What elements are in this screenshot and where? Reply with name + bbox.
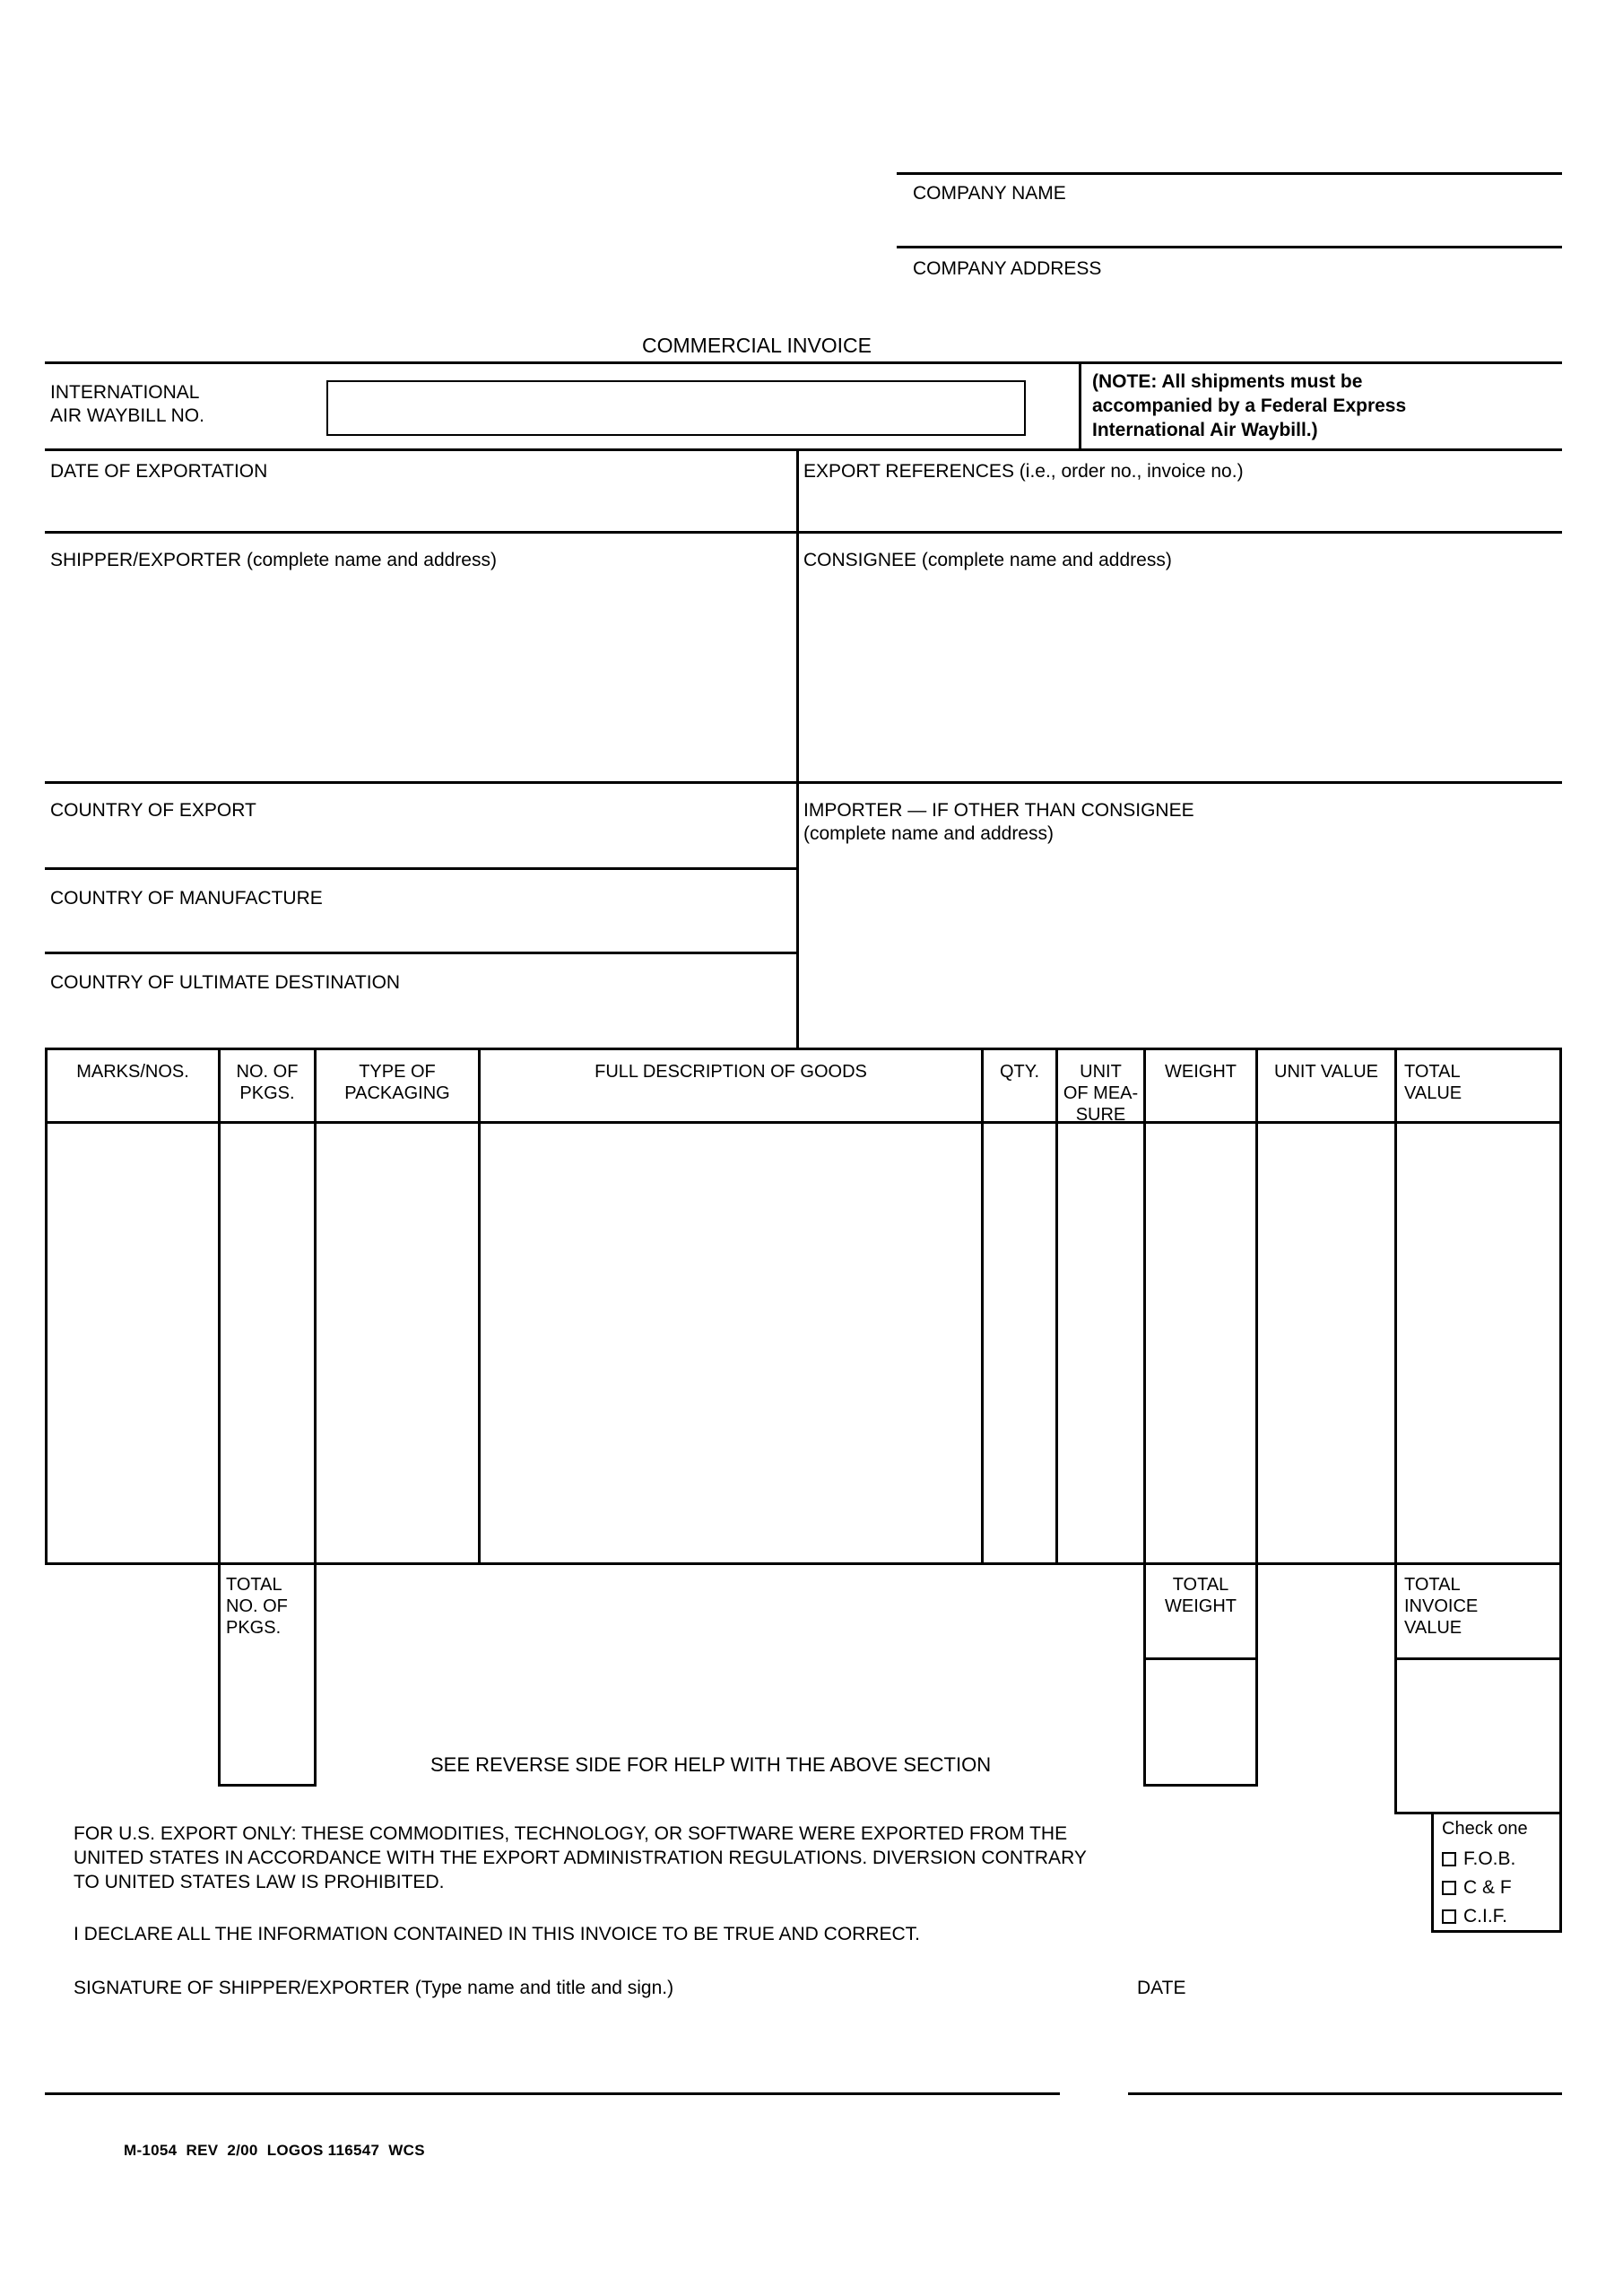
col-header-qty: QTY. xyxy=(999,1062,1040,1082)
importer-label-line2: (complete name and address) xyxy=(803,823,1054,844)
note-line3: International Air Waybill.) xyxy=(1092,420,1318,440)
goods-table-top-border xyxy=(45,1048,1562,1050)
importer-label-line1: IMPORTER — IF OTHER THAN CONSIGNEE xyxy=(803,800,1194,821)
total-invoice-right-rule xyxy=(1559,1562,1562,1814)
export-statement-line3: TO UNITED STATES LAW IS PROHIBITED. xyxy=(74,1872,445,1892)
check-option-cif-label: C.I.F. xyxy=(1463,1906,1508,1926)
country-of-manufacture-field[interactable] xyxy=(359,881,789,947)
shipper-exporter-label: SHIPPER/EXPORTER (complete name and address) xyxy=(50,550,497,570)
shipper-exporter-field[interactable] xyxy=(50,578,785,776)
col-header-marks-nos: MARKS/NOS. xyxy=(76,1062,189,1082)
total-no-of-pkgs-line3: PKGS. xyxy=(226,1618,282,1638)
col-header-weight: WEIGHT xyxy=(1165,1062,1237,1082)
col-header-type-of-packaging-line2: PACKAGING xyxy=(344,1083,450,1103)
see-reverse-note: SEE REVERSE SIDE FOR HELP WITH THE ABOVE SECTION xyxy=(430,1753,992,1776)
col-header-no-of-pkgs-line2: PKGS. xyxy=(239,1083,295,1103)
goods-row-total-value-field[interactable] xyxy=(1397,1124,1559,1561)
country-of-export-bottom xyxy=(45,867,796,870)
signature-date-field[interactable] xyxy=(1137,2005,1496,2059)
note-line1: (NOTE: All shipments must be xyxy=(1092,371,1363,392)
air-waybill-number-input[interactable] xyxy=(326,380,1026,436)
date-of-exportation-label: DATE OF EXPORTATION xyxy=(50,461,268,482)
col-header-total-value-line1: TOTAL xyxy=(1404,1062,1461,1082)
total-weight-bottom-rule xyxy=(1143,1784,1258,1787)
goods-row-pkgs-field[interactable] xyxy=(221,1124,314,1561)
goods-row-qty-field[interactable] xyxy=(984,1124,1055,1561)
country-of-export-field[interactable] xyxy=(323,794,789,864)
consignee-label: CONSIGNEE (complete name and address) xyxy=(803,550,1172,570)
export-statement-line2: UNITED STATES IN ACCORDANCE WITH THE EXPORT ADMINISTRATION REGULATIONS. DIVERSION CONTRARY xyxy=(74,1848,1087,1868)
goods-row-marks-field[interactable] xyxy=(48,1124,218,1561)
checkbox-fob-icon[interactable] xyxy=(1442,1852,1456,1866)
goods-row-packaging-field[interactable] xyxy=(317,1124,478,1561)
goods-row-unit-of-measure-field[interactable] xyxy=(1058,1124,1143,1561)
total-no-of-pkgs-line2: NO. OF xyxy=(226,1596,288,1616)
col-header-total-value-line2: VALUE xyxy=(1404,1083,1462,1103)
country-of-manufacture-label: COUNTRY OF MANUFACTURE xyxy=(50,888,323,909)
signature-field[interactable] xyxy=(74,2005,1060,2059)
company-name-label: COMPANY NAME xyxy=(913,183,1066,204)
awb-label-line1: INTERNATIONAL xyxy=(50,382,200,403)
total-pkgs-right-rule xyxy=(314,1562,317,1787)
country-importer-divider xyxy=(796,784,799,1049)
signature-rule-right xyxy=(1128,2092,1562,2095)
awb-row-bottom xyxy=(45,448,1562,451)
date-signature-label: DATE xyxy=(1137,1978,1186,1998)
signature-rule-left xyxy=(45,2092,1060,2095)
col-header-unit-of-measure-line2: OF MEA- xyxy=(1063,1083,1139,1103)
total-invoice-value-field[interactable] xyxy=(1397,1660,1559,1811)
checkbox-cif-icon[interactable] xyxy=(1442,1909,1456,1924)
note-line2: accompanied by a Federal Express xyxy=(1092,396,1407,416)
col-header-no-of-pkgs-line1: NO. OF xyxy=(236,1062,299,1082)
export-statement-line1: FOR U.S. EXPORT ONLY: THESE COMMODITIES, TECHNOLOGY, OR SOFTWARE WERE EXPORTED FROM THE xyxy=(74,1823,1068,1844)
importer-field[interactable] xyxy=(803,852,1557,1042)
awb-label-line2: AIR WAYBILL NO. xyxy=(50,405,204,426)
col-header-full-description: FULL DESCRIPTION OF GOODS xyxy=(595,1062,867,1082)
check-option-fob[interactable] xyxy=(1442,1846,1515,1873)
col-header-unit-of-measure-line3: SURE xyxy=(1075,1105,1126,1125)
total-no-of-pkgs-field[interactable] xyxy=(221,1641,314,1783)
country-of-ultimate-destination-field[interactable] xyxy=(430,965,789,1044)
total-weight-right-rule xyxy=(1255,1562,1258,1787)
country-of-ultimate-destination-label: COUNTRY OF ULTIMATE DESTINATION xyxy=(50,972,401,993)
total-no-of-pkgs-line1: TOTAL xyxy=(226,1575,282,1595)
col-rule-right xyxy=(1559,1048,1562,1564)
col-header-type-of-packaging-line1: TYPE OF xyxy=(359,1062,436,1082)
export-references-label: EXPORT REFERENCES (i.e., order no., invoice no.) xyxy=(803,461,1244,482)
awb-note-divider xyxy=(1079,361,1081,451)
total-pkgs-bottom-rule xyxy=(218,1784,317,1787)
col-header-unit-of-measure-line1: UNIT xyxy=(1080,1062,1122,1082)
check-option-fob-label: F.O.B. xyxy=(1463,1848,1516,1869)
goods-row-weight-field[interactable] xyxy=(1146,1124,1255,1561)
check-option-caf[interactable] xyxy=(1442,1874,1512,1901)
goods-table-body-bottom xyxy=(45,1562,1562,1565)
checkbox-caf-icon[interactable] xyxy=(1442,1881,1456,1895)
signature-label: SIGNATURE OF SHIPPER/EXPORTER (Type name and title and sign.) xyxy=(74,1978,674,1998)
shipper-row-bottom xyxy=(45,781,1562,784)
footer-code: M-1054 REV 2/00 LOGOS 116547 WCS xyxy=(124,2142,425,2159)
goods-row-description-field[interactable] xyxy=(481,1124,981,1561)
check-option-caf-label: C & F xyxy=(1463,1877,1512,1898)
total-invoice-value-line3: VALUE xyxy=(1404,1618,1462,1638)
total-weight-line1: TOTAL xyxy=(1172,1575,1229,1595)
date-export-ref-divider xyxy=(796,451,799,534)
page-title: COMMERCIAL INVOICE xyxy=(642,334,872,357)
country-of-export-label: COUNTRY OF EXPORT xyxy=(50,800,256,821)
total-invoice-value-line1: TOTAL xyxy=(1404,1575,1461,1595)
total-weight-line2: WEIGHT xyxy=(1165,1596,1237,1616)
form-top-border xyxy=(45,361,1562,364)
total-weight-field[interactable] xyxy=(1146,1660,1255,1782)
date-row-bottom xyxy=(45,531,1562,534)
declaration-statement: I DECLARE ALL THE INFORMATION CONTAINED IN THIS INVOICE TO BE TRUE AND CORRECT. xyxy=(74,1924,920,1944)
shipper-consignee-divider xyxy=(796,534,799,784)
country-of-manufacture-bottom xyxy=(45,952,796,954)
check-option-cif[interactable] xyxy=(1442,1903,1507,1930)
company-address-label: COMPANY ADDRESS xyxy=(913,258,1102,279)
consignee-field[interactable] xyxy=(803,578,1557,776)
goods-row-unit-value-field[interactable] xyxy=(1258,1124,1394,1561)
company-address-rule xyxy=(897,246,1562,248)
company-name-rule xyxy=(897,172,1562,175)
total-invoice-value-line2: INVOICE xyxy=(1404,1596,1479,1616)
col-header-unit-value: UNIT VALUE xyxy=(1274,1062,1378,1082)
check-one-label: Check one xyxy=(1442,1819,1528,1839)
